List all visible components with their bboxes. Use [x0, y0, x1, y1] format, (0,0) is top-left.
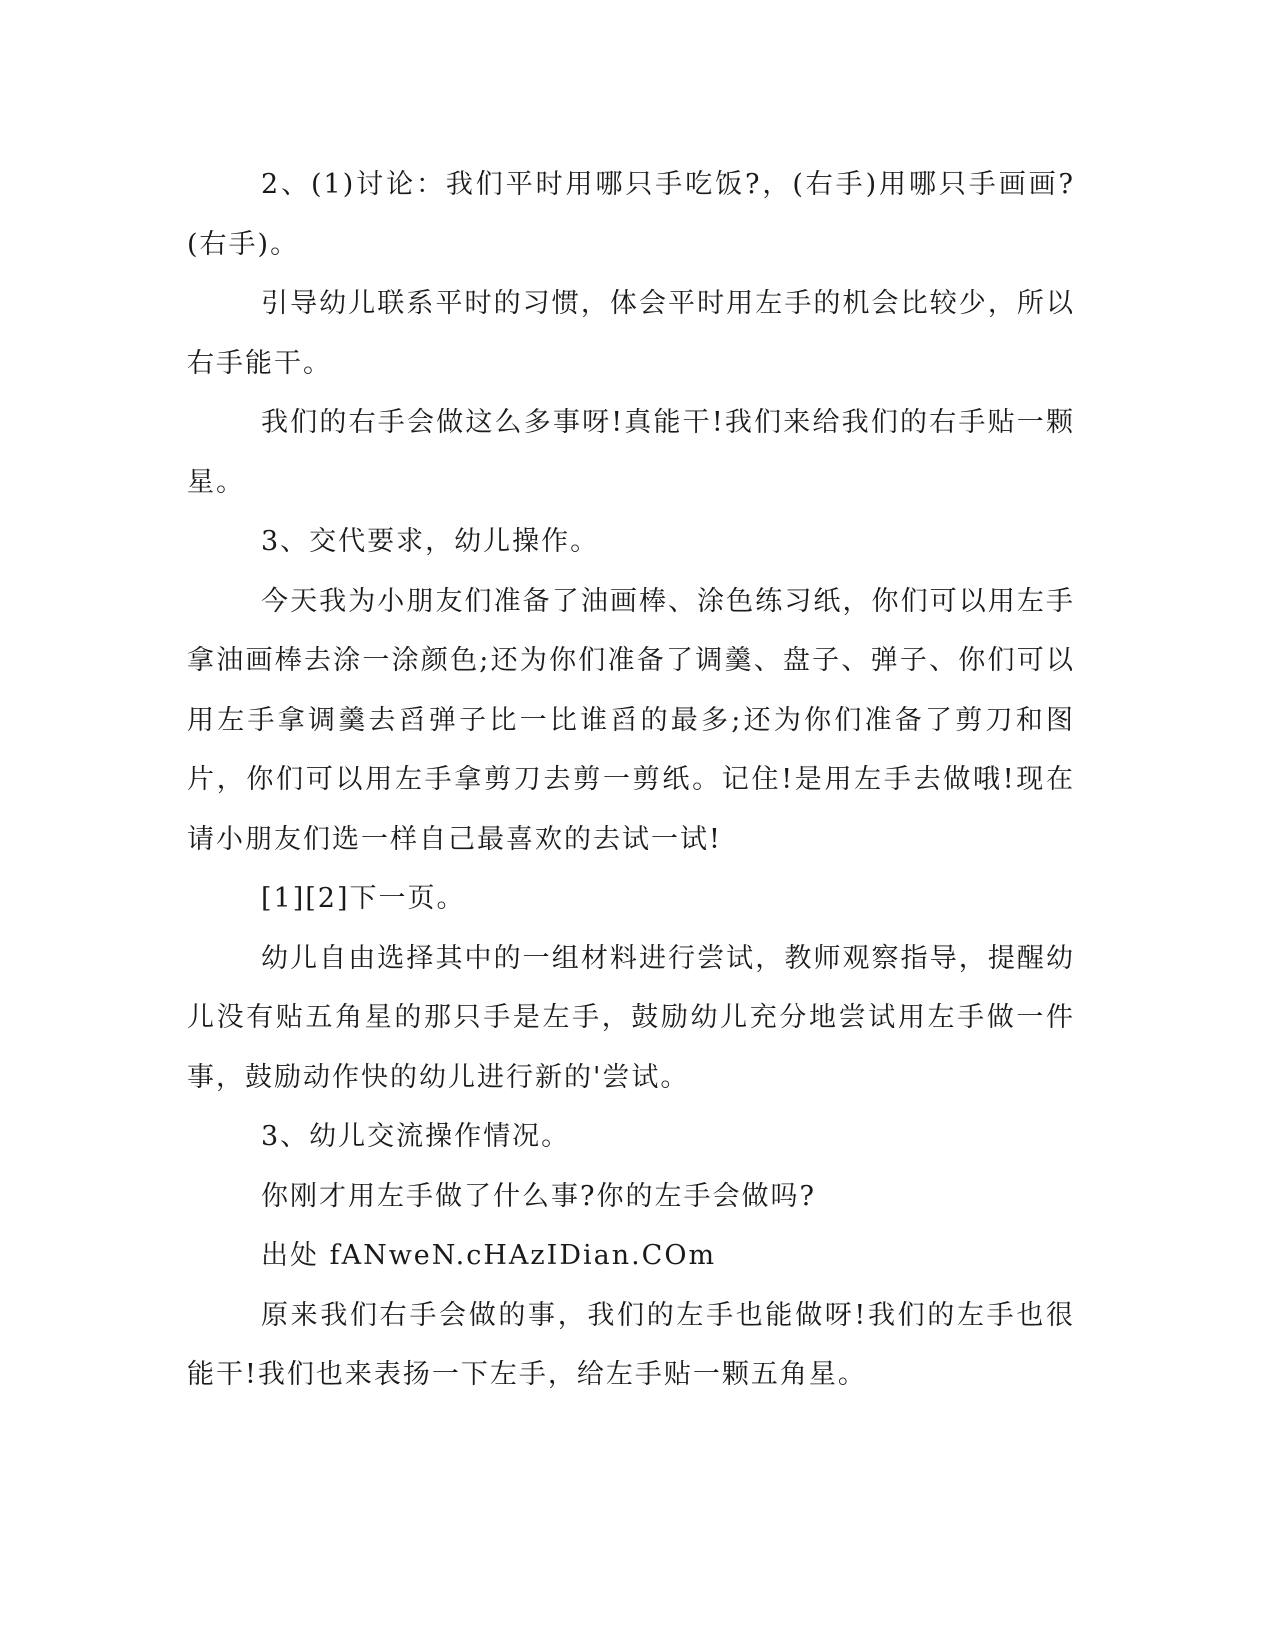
paragraph-section-exchange: 3、幼儿交流操作情况。 [261, 1121, 571, 1152]
document-body [187, 155, 1075, 1405]
paragraph-section-requirements: 3、交代要求，幼儿操作。 [261, 526, 600, 557]
paragraph-right-hand-star: 我们的右手会做这么多事呀!真能干!我们来给我们的右手贴一颗星。 [187, 407, 1075, 498]
paragraph-guide-habits: 引导幼儿联系平时的习惯，体会平时用左手的机会比较少，所以右手能干。 [187, 288, 1075, 379]
paragraph-free-choice: 幼儿自由选择其中的一组材料进行尝试，教师观察指导，提醒幼儿没有贴五角星的那只手是左手，鼓励幼儿充分地尝试用左手做一件事，鼓励动作快的幼儿进行新的'尝试。 [187, 942, 1075, 1093]
paragraph-source: 出处 fANweN.cHAzIDian.COm [261, 1240, 717, 1271]
paragraph-left-hand-praise: 原来我们右手会做的事，我们的左手也能做呀!我们的左手也很能干!我们也来表扬一下左手，给左手贴一颗五角星。 [187, 1299, 1075, 1390]
paragraph-materials: 今天我为小朋友们准备了油画棒、涂色练习纸，你们可以用左手拿油画棒去涂一涂颜色;还为你们准备了调羹、盘子、弹子、你们可以用左手拿调羹去舀弹子比一比谁舀的最多;还为你们准备了剪刀和图片，你们可以用左手拿剪刀去剪一剪纸。记住!是用左手去做哦!现在请小朋友们选一样自己最喜欢的去试一试! [187, 585, 1075, 855]
paragraph-question: 你刚才用左手做了什么事?你的左手会做吗? [261, 1180, 816, 1212]
paragraph-discussion: 2、(1)讨论：我们平时用哪只手吃饭?，(右手)用哪只手画画?(右手)。 [187, 169, 1075, 260]
page-navigation-text: [1][2]下一页。 [261, 883, 466, 914]
